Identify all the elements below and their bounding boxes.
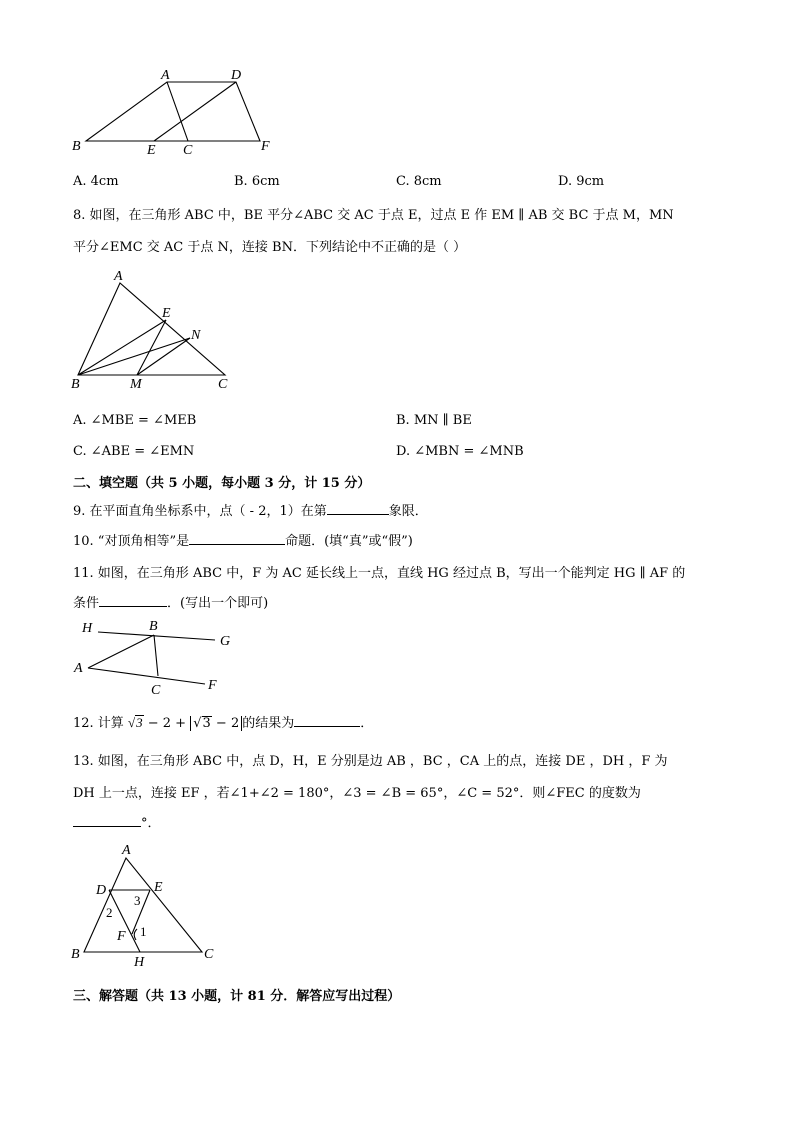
q11-label-b: B — [149, 619, 158, 634]
q13-answer-blank[interactable] — [73, 814, 141, 827]
q11-text-line2 — [73, 592, 268, 611]
q9-answer-blank[interactable] — [327, 502, 389, 515]
q12-radicand-2: 3 — [202, 716, 211, 731]
q7-label-c: C — [183, 143, 193, 158]
q9-text-pre: 9. 在平面直角坐标系中，点（ - 2，1）在第 — [73, 504, 327, 519]
section-2-title: 二、填空题（共 5 小题，每小题 3 分，计 15 分） — [73, 476, 371, 491]
q7-label-f: F — [261, 139, 270, 154]
q7-label-a: A — [161, 68, 170, 83]
q9-text — [73, 500, 428, 519]
q10-text-pre: 10. “对顶角相等”是 — [73, 534, 190, 549]
q13-label-angle-3: 3 — [134, 893, 141, 908]
q8-segment-bn — [78, 338, 190, 375]
q10-text — [73, 530, 413, 549]
q13-label-angle-1: 1 — [140, 924, 147, 939]
q8-option-c: C. ∠ABE = ∠EMN — [73, 444, 195, 459]
q7-segment-ac — [167, 82, 188, 141]
q11-segment-bc — [154, 635, 158, 676]
q7-quadrilateral — [86, 82, 260, 141]
q10-text-post: 命题．(填“真”或“假”) — [285, 534, 413, 549]
q11-label-c: C — [151, 683, 161, 698]
q8-label-n: N — [191, 328, 201, 343]
q13-text-line2: DH 上一点，连接 EF ，若∠1+∠2 = 180°，∠3 = ∠B = 65°，∠C = 52°．则∠FEC 的度数为 — [73, 786, 641, 801]
q8-text-line2: 平分∠EMC 交 AC 于点 N，连接 BN．下列结论中不正确的是（ ） — [73, 240, 467, 255]
q11-segment-ab — [88, 635, 154, 668]
q13-text-line3 — [73, 812, 161, 831]
q12-text-post: 的结果为 — [242, 716, 295, 731]
q13-label-c: C — [204, 947, 214, 962]
q13-text-line1: 13. 如图，在三角形 ABC 中，点 D，H，E 分别是边 AB ，BC ，CA 上的点，连接 DE ，DH ，F 为 — [73, 754, 668, 769]
q7-label-b: B — [72, 139, 81, 154]
q13-label-f: F — [117, 929, 126, 944]
q13-text-post: °． — [141, 816, 161, 831]
q11-line-af — [88, 668, 205, 684]
q8-option-b: B. MN ∥ BE — [396, 413, 472, 428]
q8-segment-mn — [137, 338, 190, 375]
q11-text-post: ．(写出一个即可) — [167, 596, 269, 611]
q7-segment-de — [154, 82, 236, 141]
q8-segment-be — [78, 320, 166, 375]
q7-option-c: C. 8cm — [396, 174, 442, 189]
q11-label-a: A — [74, 661, 83, 676]
q12-radicand-1: 3 — [136, 715, 143, 730]
q12-text — [73, 712, 373, 731]
q12-absolute-value: √3 − 2 — [190, 716, 242, 731]
q13-label-b: B — [71, 947, 80, 962]
q13-label-a: A — [122, 843, 131, 858]
q11-label-g: G — [220, 634, 231, 649]
q9-text-post: 象限． — [388, 504, 428, 519]
q7-label-e: E — [147, 143, 156, 158]
q11-label-f: F — [208, 678, 217, 693]
figure-q8 — [70, 268, 240, 393]
q12-abs-minus: − 2 — [215, 716, 240, 731]
q11-text-line1: 11. 如图，在三角形 ABC 中，F 为 AC 延长线上一点，直线 HG 经过点 B，写出一个能判定 HG ∥ AF 的 — [73, 566, 686, 581]
q8-label-c: C — [218, 377, 228, 392]
q7-option-a: A. 4cm — [73, 174, 119, 189]
q11-text-pre: 条件 — [73, 596, 100, 611]
figure-q7 — [70, 65, 280, 160]
q8-label-a: A — [114, 269, 123, 284]
q12-answer-blank[interactable] — [294, 714, 360, 727]
section-3-title: 三、解答题（共 13 小题，计 81 分．解答应写出过程） — [73, 989, 401, 1004]
q13-label-angle-2: 2 — [106, 905, 113, 920]
q13-label-h: H — [134, 955, 145, 970]
q8-text-line1: 8. 如图，在三角形 ABC 中，BE 平分∠ABC 交 AC 于点 E，过点 E 作 EM ∥ AB 交 BC 于点 M，MN — [73, 208, 674, 223]
q8-option-a: A. ∠MBE = ∠MEB — [73, 413, 197, 428]
q12-text-end: ． — [360, 716, 374, 731]
q10-answer-blank[interactable] — [189, 532, 285, 545]
q11-answer-blank[interactable] — [99, 594, 167, 607]
q13-angle-arc-1 — [134, 929, 137, 940]
figure-q11 — [72, 614, 242, 699]
q13-label-d: D — [96, 883, 107, 898]
q12-text-mid: − 2 + — [147, 716, 187, 731]
q13-label-e: E — [154, 880, 163, 895]
q8-label-b: B — [71, 377, 80, 392]
q7-option-b: B. 6cm — [234, 174, 280, 189]
figure-q13 — [70, 838, 230, 973]
q7-label-d: D — [231, 68, 242, 83]
q8-label-e: E — [162, 306, 171, 321]
q12-text-pre: 12. 计算 — [73, 716, 124, 731]
q8-label-m: M — [130, 377, 142, 392]
q7-option-d: D. 9cm — [558, 174, 605, 189]
q8-option-d: D. ∠MBN = ∠MNB — [396, 444, 524, 459]
q11-label-h: H — [82, 621, 93, 636]
q12-radical: √3 — [127, 715, 143, 730]
